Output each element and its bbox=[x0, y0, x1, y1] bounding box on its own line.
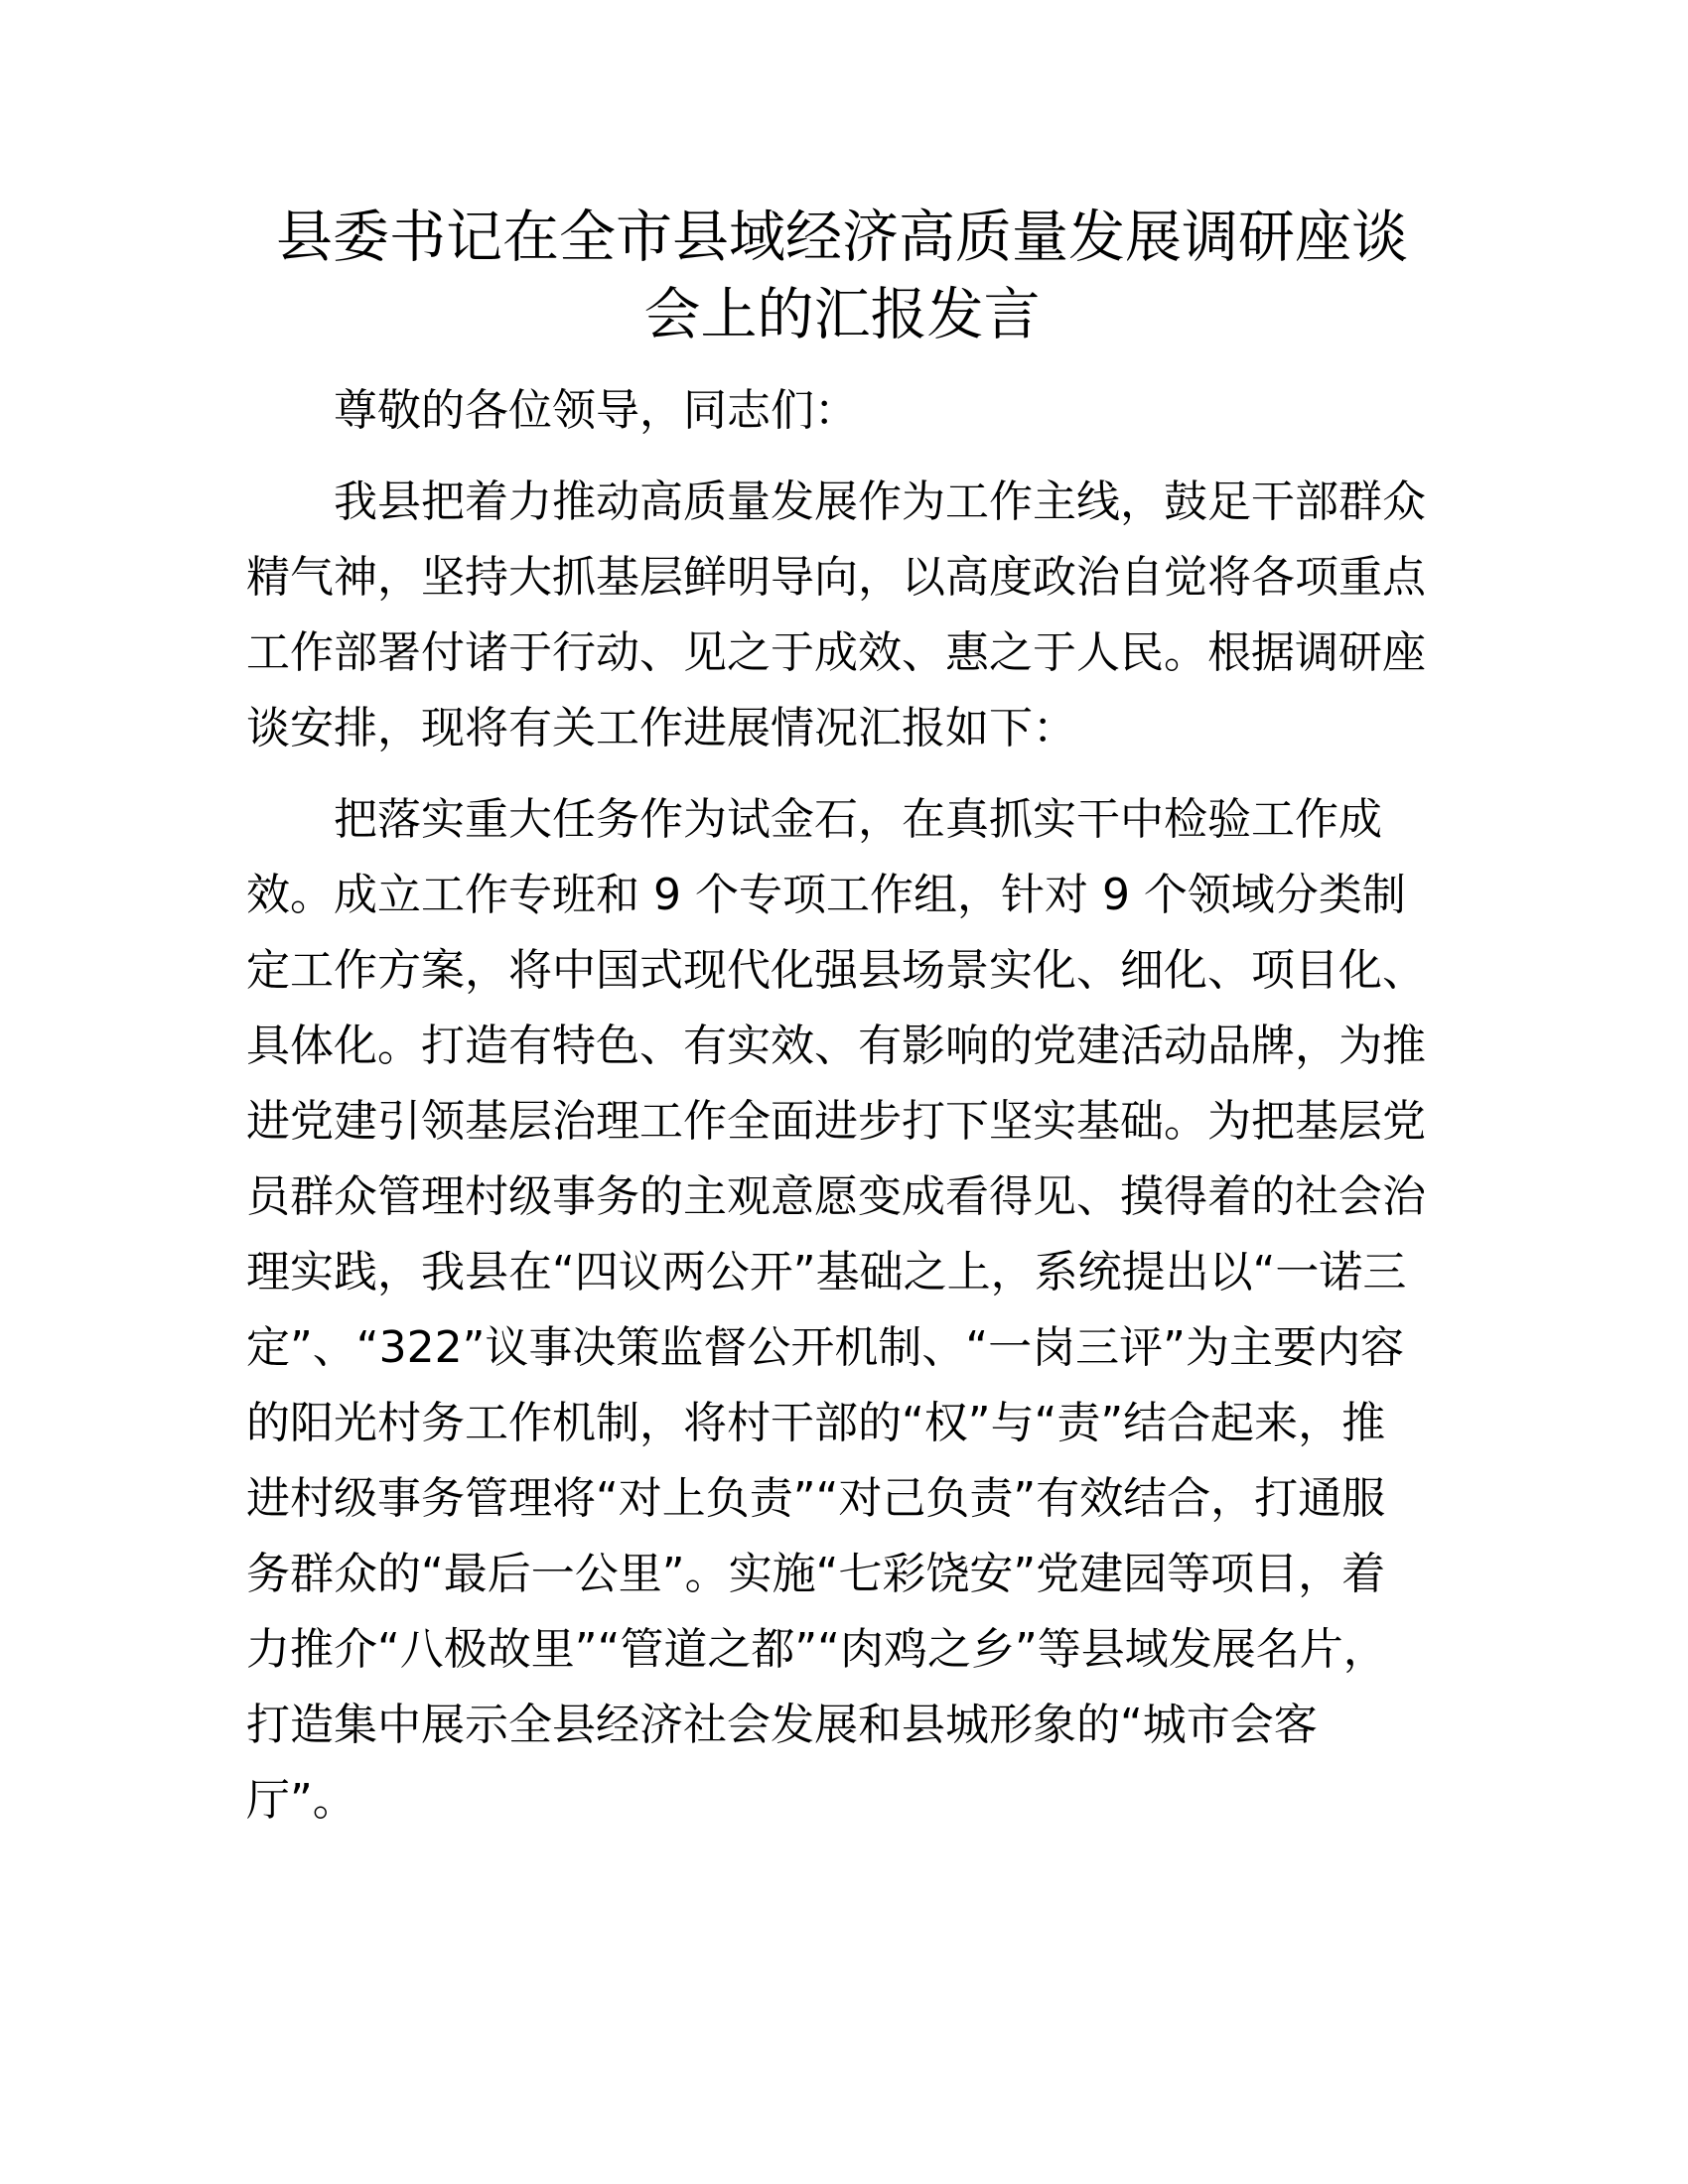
title-line: 会上的汇报发言 bbox=[643, 282, 1041, 347]
paragraph-line: 具体化。打造有特色、有实效、有影响的党建活动品牌，为推 bbox=[246, 1021, 1426, 1071]
paragraph-line: 进村级事务管理将“对上负责”“对己负责”有效结合，打通服 bbox=[246, 1473, 1386, 1524]
paragraph-line: 精气神，坚持大抓基层鲜明导向，以高度政治自觉将各项重点 bbox=[246, 552, 1426, 603]
paragraph-line: 厅”。 bbox=[246, 1775, 356, 1826]
paragraph-line: 把落实重大任务作为试金石，在真抓实干中检验工作成 bbox=[334, 794, 1382, 845]
paragraph-line: 力推介“八极故里”“管道之都”“肉鸡之乡”等县域发展名片， bbox=[246, 1624, 1387, 1675]
title-line: 县委书记在全市县域经济高质量发展调研座谈 bbox=[276, 205, 1408, 270]
paragraph-line: 务群众的“最后一公里”。实施“七彩饶安”党建园等项目，着 bbox=[246, 1549, 1386, 1599]
paragraph-line: 定”、“322”议事决策监督公开机制、“一岗三评”为主要内容 bbox=[246, 1322, 1404, 1373]
greeting-text: 尊敬的各位领导，同志们： bbox=[334, 385, 858, 436]
greeting bbox=[246, 373, 1438, 449]
paragraph-body bbox=[246, 782, 1438, 1839]
paragraph-line: 效。成立工作专班和 9 个专项工作组，针对 9 个领域分类制 bbox=[246, 870, 1406, 920]
paragraph-gap bbox=[246, 766, 1438, 782]
document-title bbox=[246, 199, 1438, 353]
paragraph-line: 打造集中展示全县经济社会发展和县城形象的“城市会客 bbox=[246, 1700, 1318, 1750]
paragraph-line: 的阳光村务工作机制，将村干部的“权”与“责”结合起来，推 bbox=[246, 1398, 1386, 1448]
paragraph-line: 谈安排，现将有关工作进展情况汇报如下： bbox=[246, 703, 1076, 753]
paragraph-line: 工作部署付诸于行动、见之于成效、惠之于人民。根据调研座 bbox=[246, 627, 1426, 678]
paragraph-intro bbox=[246, 465, 1438, 766]
paragraph-line: 定工作方案，将中国式现代化强县场景实化、细化、项目化、 bbox=[246, 945, 1426, 996]
paragraph-line: 我县把着力推动高质量发展作为工作主线，鼓足干部群众 bbox=[334, 477, 1426, 527]
document-content bbox=[246, 199, 1438, 1839]
paragraph-line: 员群众管理村级事务的主观意愿变成看得见、摸得着的社会治 bbox=[246, 1171, 1426, 1222]
paragraph-line: 理实践，我县在“四议两公开”基础之上，系统提出以“一诺三 bbox=[246, 1247, 1407, 1297]
paragraph-line: 进党建引领基层治理工作全面进步打下坚实基础。为把基层党 bbox=[246, 1096, 1426, 1147]
